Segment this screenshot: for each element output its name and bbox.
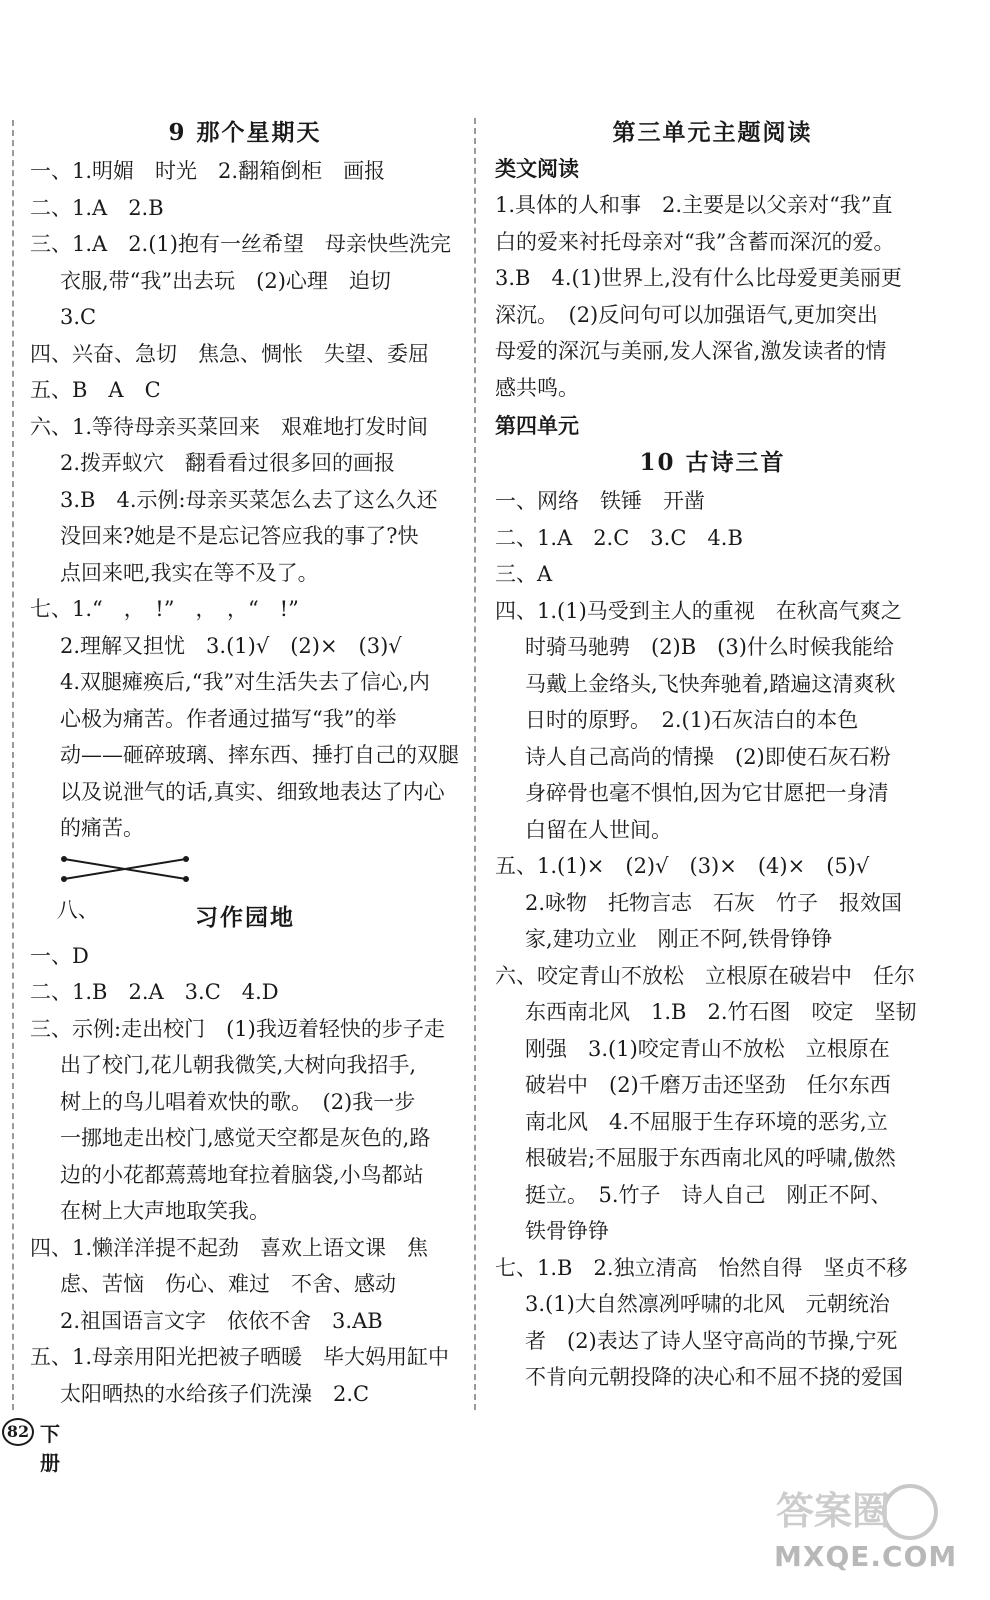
answer-line: 3.B 4.(1)世界上,没有什么比母爱更美丽更 (495, 266, 902, 290)
answer-line: 的痛苦。 (60, 816, 144, 840)
answer-line: 刚强 3.(1)咬定青山不放松 立根原在 (525, 1036, 890, 1061)
answer-line: 破岩中 (2)千磨万击还坚劲 任尔东西 (525, 1073, 891, 1097)
answer-line: 诗人自己高尚的情操 (2)即使石灰石粉 (525, 744, 891, 769)
left-column (30, 112, 460, 1412)
answer-line: 三、示例:走出校门 (1)我迈着轻快的步子走 (30, 1016, 445, 1041)
answer-line: 二、1.B 2.A 3.C 4.D (30, 980, 279, 1004)
answer-line: 心极为痛苦。作者通过描写“我”的举 (60, 706, 397, 731)
reading-subhead: 类文阅读 (495, 156, 579, 181)
lesson-10-title: 10 古诗三首 (639, 449, 786, 476)
answer-line: 五、1.(1)× (2)√ (3)× (4)× (5)√ (495, 854, 870, 878)
unit-4-heading: 第四单元 (495, 413, 579, 438)
answer-line: 4.双腿瘫痪后,“我”对生活失去了信心,内 (60, 670, 430, 694)
answer-line: 五、1.母亲用阳光把被子晒暖 毕大妈用缸中 (30, 1345, 450, 1369)
answer-line: 一挪地走出校门,感觉天空都是灰色的,路 (60, 1126, 431, 1150)
site-watermark (760, 1478, 980, 1588)
answer-line: 时骑马驰骋 (2)B (3)什么时候我能给 (525, 635, 894, 659)
unit-3-reading-answers (495, 187, 930, 406)
answer-line: 家,建功立业 刚正不阿,铁骨铮铮 (525, 927, 833, 951)
answer-line: 铁骨铮铮 (525, 1219, 609, 1243)
lesson-9-answers (30, 153, 460, 847)
answer-line: 3.(1)大自然凛冽呼啸的北风 元朝统治 (525, 1292, 890, 1316)
answer-line: 不肯向元朝投降的决心和不屈不挠的爱国 (525, 1365, 903, 1389)
answer-line: 七、1.B 2.独立清高 怡然自得 坚贞不移 (495, 1255, 908, 1280)
answer-line: 四、1.懒洋洋提不起劲 喜欢上语文课 焦 (30, 1235, 429, 1260)
answer-line: 者 (2)表达了诗人坚守高尚的节操,宁死 (525, 1328, 898, 1353)
answer-line: 太阳晒热的水给孩子们洗澡 2.C (60, 1381, 370, 1406)
answer-line: 以及说泄气的话,真实、细致地表达了内心 (60, 779, 445, 804)
column-divider (474, 118, 476, 1410)
answer-line: 日时的原野。 2.(1)石灰洁白的本色 (525, 708, 859, 732)
answer-line: 六、咬定青山不放松 立根原在破岩中 任尔 (495, 963, 915, 988)
answer-line: 动——砸碎玻璃、摔东西、捶打自己的双腿 (60, 743, 459, 767)
unit-3-reading-title: 第三单元主题阅读 (612, 119, 813, 146)
watermark-logo-text: 答案圈 (776, 1489, 891, 1533)
right-column (495, 112, 930, 1396)
answer-line: 三、A (495, 562, 553, 586)
answer-line: 衣服,带“我”出去玩 (2)心理 迫切 (60, 268, 391, 293)
answer-line: 3.B 4.示例:母亲买菜怎么去了这么久还 (60, 487, 438, 512)
matching-label: 八、 (56, 897, 99, 922)
answer-line: 树上的鸟儿唱着欢快的歌。 (2)我一步 (60, 1089, 416, 1114)
answer-line: 二、1.A 2.C 3.C 4.B (495, 525, 743, 550)
answer-line: 在树上大声地取笑我。 (60, 1199, 270, 1223)
answer-line: 挺立。 5.竹子 诗人自己 刚正不阿、 (525, 1182, 892, 1207)
answer-line: 南北风 4.不屈服于生存环境的恶劣,立 (525, 1109, 888, 1134)
watermark-text: MXQE.COM (774, 1540, 958, 1573)
answer-line: 感共鸣。 (495, 375, 579, 400)
lesson-10-answers (495, 483, 930, 1396)
answer-line: 一、1.明媚 时光 2.翻箱倒柜 画报 (30, 159, 386, 183)
answer-line: 点回来吧,我实在等不及了。 (60, 560, 319, 585)
answer-line: 四、1.(1)马受到主人的重视 在秋高气爽之 (495, 598, 902, 623)
left-margin-divider (12, 120, 14, 1410)
answer-line: 根破岩;不屈服于东西南北风的呼啸,傲然 (525, 1146, 896, 1170)
answer-line: 七、1.“ ， !” ， ，“ !” (30, 597, 299, 621)
answer-line: 五、B A C (30, 378, 161, 402)
watermark-logo-icon (760, 1478, 980, 1540)
answer-line: 三、1.A 2.(1)抱有一丝希望 母亲快些洗完 (30, 232, 451, 256)
answer-line: 白留在人世间。 (525, 817, 672, 842)
volume-label: 下册 (40, 1422, 60, 1475)
answer-line: 马戴上金络头,飞快奔驰着,踏遍这清爽秋 (525, 671, 896, 696)
answer-line: 一、网络 铁锤 开凿 (495, 489, 705, 513)
answer-line: 3.C (60, 305, 97, 329)
answer-line: 边的小花都蔫蔫地耷拉着脑袋,小鸟都站 (60, 1162, 424, 1187)
matching-lines-icon (60, 851, 190, 887)
answer-line: 出了校门,花儿朝我微笑,大树向我招手, (60, 1053, 417, 1077)
writing-section-answers (30, 938, 460, 1413)
answer-line: 深沉。 (2)反问句可以加强语气,更加突出 (495, 302, 878, 327)
answer-line: 身碎骨也毫不惧怕,因为它甘愿把一身清 (525, 781, 889, 805)
answer-line: 2.祖国语言文字 依依不舍 3.AB (60, 1308, 383, 1333)
answer-line: 二、1.A 2.B (30, 195, 164, 220)
answer-line: 2.拨弄蚁穴 翻看看过很多回的画报 (60, 451, 396, 475)
answer-line: 四、兴奋、急切 焦急、惆怅 失望、委屈 (30, 341, 429, 366)
answer-line: 没回来?她是不是忘记答应我的事了?快 (60, 524, 419, 548)
writing-section-title: 习作园地 (195, 903, 295, 931)
answer-line: 1.具体的人和事 2.主要是以父亲对“我”直 (495, 193, 893, 217)
answer-line: 虑、苦恼 伤心、难过 不舍、感动 (60, 1272, 396, 1296)
answer-line: 母爱的深沉与美丽,发人深省,激发读者的情 (495, 339, 887, 363)
lesson-9-title: 9 那个星期天 (168, 119, 322, 146)
answer-line: 2.咏物 托物言志 石灰 竹子 报效国 (525, 890, 903, 915)
answer-line: 白的爱来衬托母亲对“我”含蓄而深沉的爱。 (495, 229, 895, 254)
answer-line: 一、D (30, 943, 89, 968)
page-number: 82 (2, 1418, 34, 1446)
answer-line: 六、1.等待母亲买菜回来 艰难地打发时间 (30, 414, 429, 439)
answer-line: 2.理解又担忧 3.(1)√ (2)× (3)√ (60, 633, 402, 658)
answer-line: 东西南北风 1.B 2.竹石图 咬定 坚韧 (525, 1000, 917, 1024)
